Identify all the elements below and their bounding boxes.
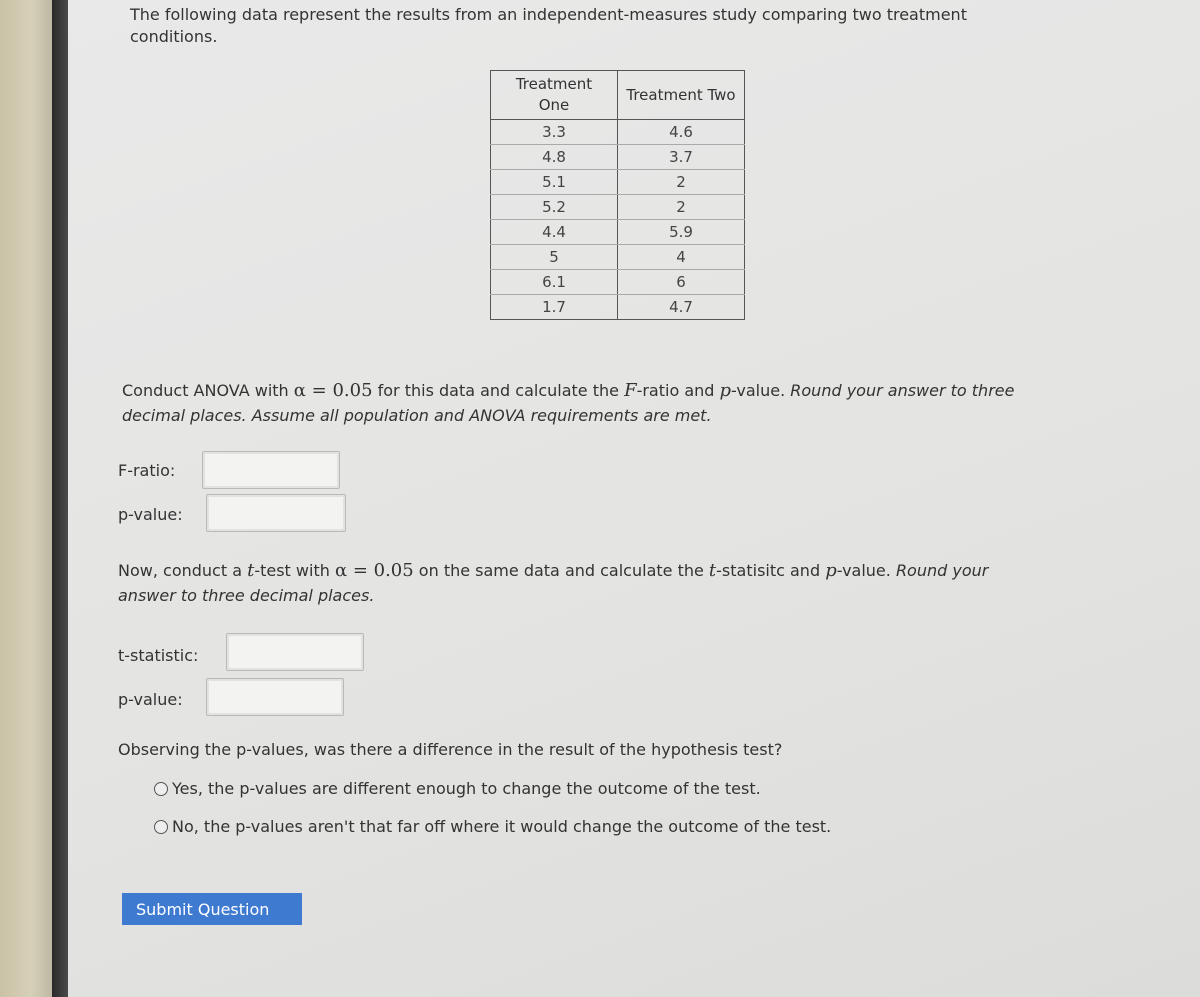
- table-row: [491, 145, 745, 170]
- data-table: [490, 70, 745, 320]
- header-treatment-one: Treatment One: [491, 71, 618, 120]
- alpha-value: α = 0.05: [293, 380, 373, 401]
- ttest-rounding-instruction: Round your answer to three decimal places.: [118, 561, 989, 605]
- table-row: [491, 120, 745, 145]
- cell: 5.2: [491, 195, 618, 220]
- question-page: [68, 0, 1200, 997]
- cell: 1.7: [491, 295, 618, 320]
- table-row: [491, 295, 745, 320]
- p-symbol: p: [719, 380, 732, 401]
- alpha-value: α = 0.05: [334, 560, 414, 581]
- question-text: Observing the p-values, was there a difference in the result of the hypothesis test?: [118, 740, 783, 759]
- f-symbol: F: [624, 380, 637, 401]
- radio-no[interactable]: [154, 820, 168, 834]
- anova-p-value-label: p-value:: [118, 505, 183, 524]
- anova-rounding-instruction: Round your answer to three decimal places. Assume all population and ANOVA requirements are met.: [122, 381, 1015, 425]
- cell: 2: [618, 195, 745, 220]
- option-no[interactable]: [154, 817, 831, 836]
- ttest-text: -value.: [836, 561, 896, 580]
- ttest-text: -statisitc and: [716, 561, 826, 580]
- ttest-text: -test with: [254, 561, 335, 580]
- table-row: [491, 220, 745, 245]
- ttest-text: on the same data and calculate the: [413, 561, 709, 580]
- ttest-p-value-input[interactable]: [206, 678, 344, 716]
- cell: 5.9: [618, 220, 745, 245]
- cell: 5: [491, 245, 618, 270]
- anova-text: -ratio and: [636, 381, 720, 400]
- cell: 3.3: [491, 120, 618, 145]
- option-yes-label: Yes, the p-values are different enough to change the outcome of the test.: [172, 779, 761, 798]
- option-no-label: No, the p-values aren't that far off where it would change the outcome of the test.: [172, 817, 832, 836]
- ttest-p-value-label: p-value:: [118, 690, 183, 709]
- anova-text: -value.: [731, 381, 791, 400]
- f-ratio-input[interactable]: [202, 451, 340, 489]
- anova-p-value-input[interactable]: [206, 494, 346, 532]
- p-symbol: p: [825, 560, 837, 581]
- cell: 4.7: [618, 295, 745, 320]
- f-ratio-label: F-ratio:: [118, 461, 176, 480]
- header-treatment-two: Treatment Two: [618, 71, 745, 120]
- cell: 6.1: [491, 270, 618, 295]
- ttest-text: Now, conduct a: [118, 561, 248, 580]
- cell: 5.1: [491, 170, 618, 195]
- submit-question-button[interactable]: Submit Question: [122, 893, 302, 925]
- anova-text: for this data and calculate the: [372, 381, 625, 400]
- t-statistic-label: t-statistic:: [118, 646, 199, 665]
- radio-yes[interactable]: [154, 782, 168, 796]
- cell: 2: [618, 170, 745, 195]
- cell: 3.7: [618, 145, 745, 170]
- cell: 4.6: [618, 120, 745, 145]
- ttest-instructions: [118, 558, 1048, 608]
- t-statistic-input[interactable]: [226, 633, 364, 671]
- anova-instructions: [122, 378, 1082, 428]
- cell: 4.4: [491, 220, 618, 245]
- table-row: [491, 170, 745, 195]
- intro-text: The following data represent the results from an independent-measures study comparing two treatment conditions.: [130, 5, 967, 46]
- table-row: [491, 195, 745, 220]
- monitor-left-edge: [0, 0, 52, 997]
- cell: 4.8: [491, 145, 618, 170]
- table-row: [491, 245, 745, 270]
- table-row: [491, 270, 745, 295]
- option-yes[interactable]: [154, 779, 761, 798]
- monitor-bezel: [52, 0, 68, 997]
- t-symbol: t: [708, 560, 717, 581]
- cell: 6: [618, 270, 745, 295]
- anova-text: Conduct ANOVA with: [122, 381, 294, 400]
- cell: 4: [618, 245, 745, 270]
- t-symbol: t: [247, 560, 255, 581]
